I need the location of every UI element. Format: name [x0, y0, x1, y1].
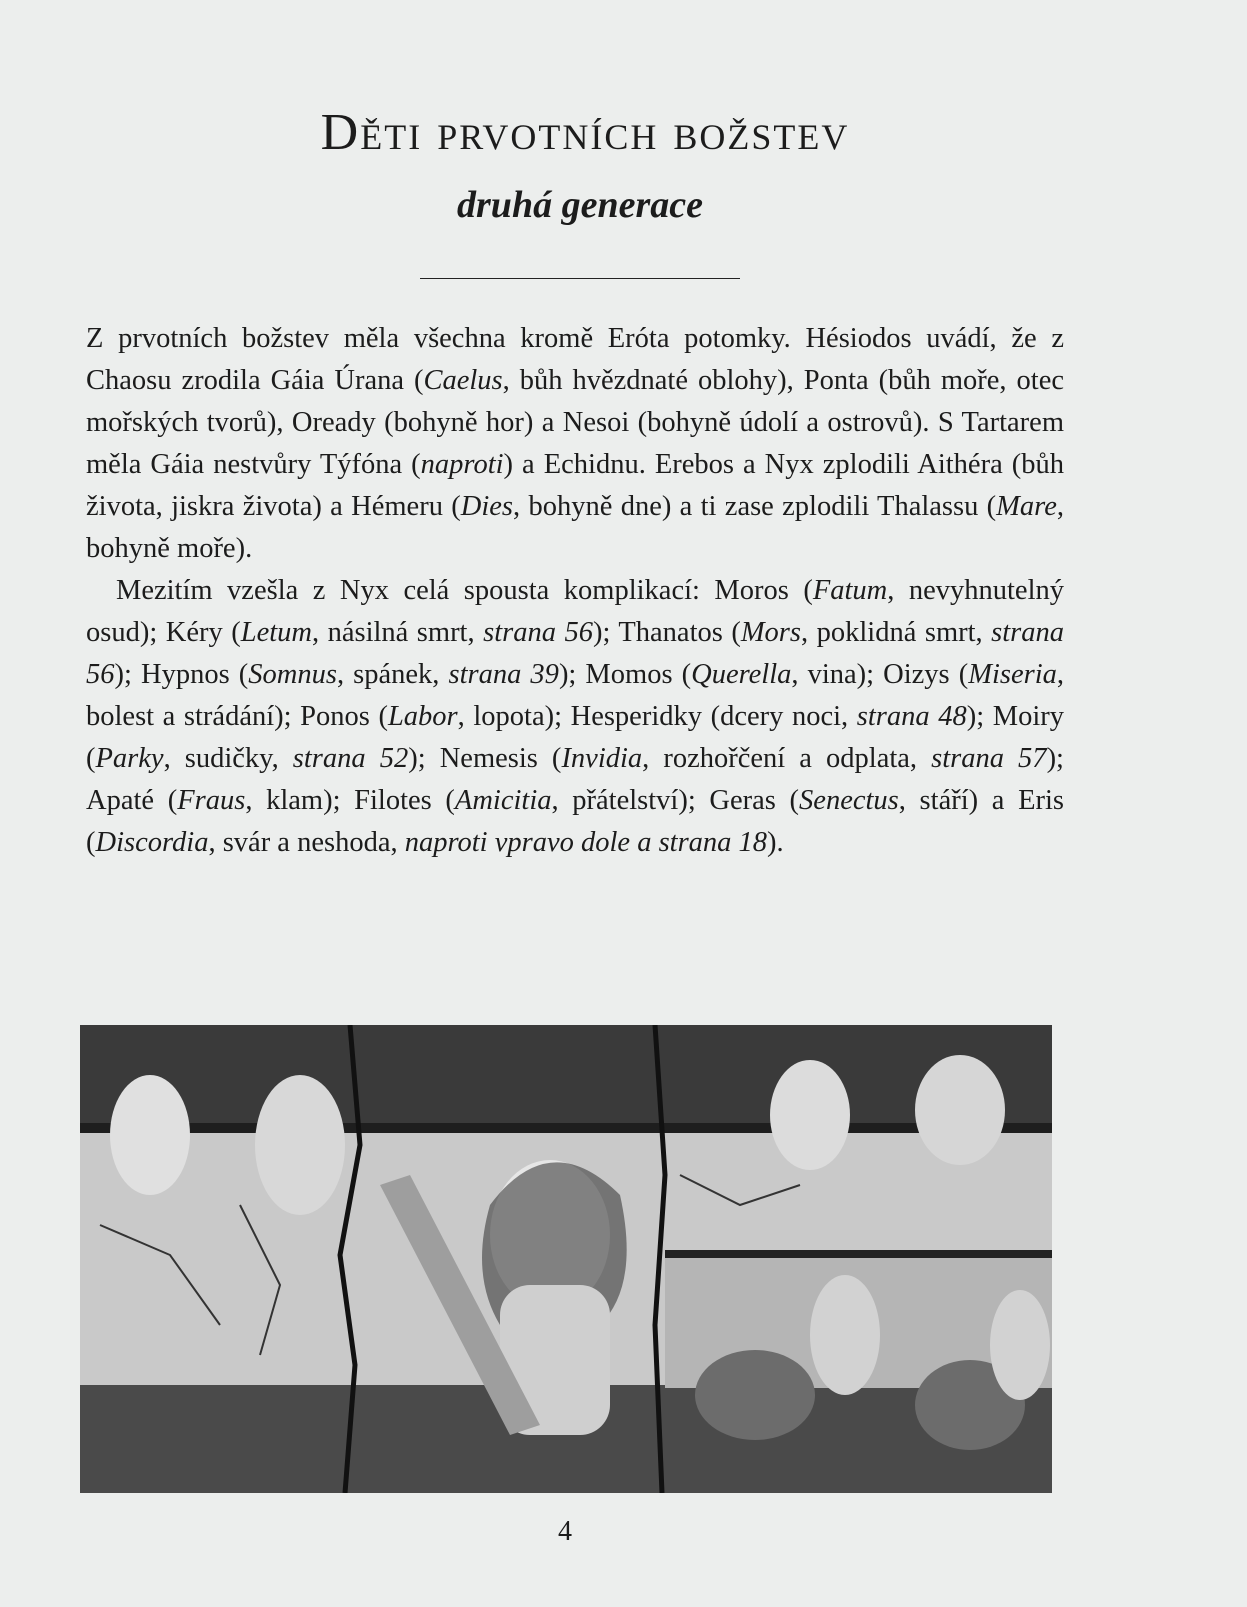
text-run: ). [767, 827, 784, 858]
italic-term: Miseria [968, 659, 1057, 690]
italic-term: strana 56 [86, 617, 1065, 690]
italic-term: strana 57 [931, 743, 1047, 774]
text-run: , sudičky, [163, 743, 293, 774]
text-run: ); Hypnos ( [114, 659, 249, 690]
page-title: Děti prvotních božstev [320, 104, 850, 161]
italic-term: Amicitia [454, 785, 552, 816]
text-run: , bůh hvězdnaté oblohy), Ponta (bůh moře, otec mořských tvorů), Oready (bohyně hor) a Nesoi (bohyně údolí a ostrovů). S Tartarem měla Gáia nestvůry Týfóna ( [86, 365, 1064, 480]
italic-term: Mare [996, 491, 1057, 522]
italic-term: Parky [95, 743, 164, 774]
italic-term: strana 39 [448, 659, 559, 690]
text-run: , nevyhnutelný osud); Kéry ( [86, 575, 1064, 648]
italic-term: Invidia [561, 743, 643, 774]
italic-term: naproti vpravo dole a strana 18 [404, 827, 768, 858]
text-run: ); Nemesis ( [408, 743, 562, 774]
text-run: ); Thanatos ( [592, 617, 741, 648]
italic-term: Somnus [248, 659, 337, 690]
italic-term: strana 48 [856, 701, 967, 732]
paragraph-1 [86, 318, 1064, 570]
italic-term: Dies [460, 491, 514, 522]
body-text [86, 318, 1064, 864]
text-run: , rozhořčení a odplata, [642, 743, 932, 774]
text-run: , přátelství); Geras ( [551, 785, 800, 816]
italic-term: Discordia [95, 827, 209, 858]
text-run: , násilná smrt, [311, 617, 484, 648]
text-run: , spánek, [336, 659, 449, 690]
italic-term: strana 56 [483, 617, 593, 648]
page-subtitle: druhá generace [457, 184, 703, 226]
mosaic-image [80, 1025, 1052, 1493]
italic-term: Senectus [799, 785, 899, 816]
text-run: ); Momos ( [558, 659, 692, 690]
page-number: 4 [558, 1516, 572, 1547]
title-divider [420, 278, 740, 279]
italic-term: Labor [387, 701, 458, 732]
italic-term: Caelus [423, 365, 503, 396]
italic-term: Fatum [812, 575, 888, 606]
text-run: , klam); Filotes ( [245, 785, 455, 816]
italic-term: Querella [691, 659, 792, 690]
text-run: , stáří) a Eris ( [86, 785, 1065, 858]
text-run: , bohyně moře). [86, 491, 1064, 564]
italic-term: naproti [420, 449, 504, 480]
text-run: , poklidná smrt, [801, 617, 992, 648]
text-run: ); Moiry ( [86, 701, 1064, 774]
text-run: Mezitím vzešla z Nyx celá spousta komplikací: Moros ( [116, 575, 813, 606]
text-run: , bohyně dne) a ti zase zplodili Thalassu ( [513, 491, 997, 522]
italic-term: strana 52 [292, 743, 409, 774]
text-run: ); Apaté ( [86, 743, 1064, 816]
italic-term: Letum [240, 617, 312, 648]
text-run: Z prvotních božstev měla všechna kromě Eróta potomky. Hésiodos uvádí, že z Chaosu zrodila Gáia Úrana ( [86, 323, 1064, 396]
text-run: , svár a neshoda, [208, 827, 405, 858]
paragraph-2 [86, 570, 1064, 864]
italic-term: Mors [740, 617, 801, 648]
text-run: , bolest a strádání); Ponos ( [86, 659, 1065, 732]
text-run: , lopota); Hesperidky (dcery noci, [457, 701, 857, 732]
italic-term: Fraus [177, 785, 246, 816]
text-run: , vina); Oizys ( [791, 659, 969, 690]
text-run: ) a Echidnu. Erebos a Nyx zplodili Aithéra (bůh života, jiskra života) a Hémeru ( [86, 449, 1064, 522]
mosaic-photo [80, 1025, 1052, 1493]
